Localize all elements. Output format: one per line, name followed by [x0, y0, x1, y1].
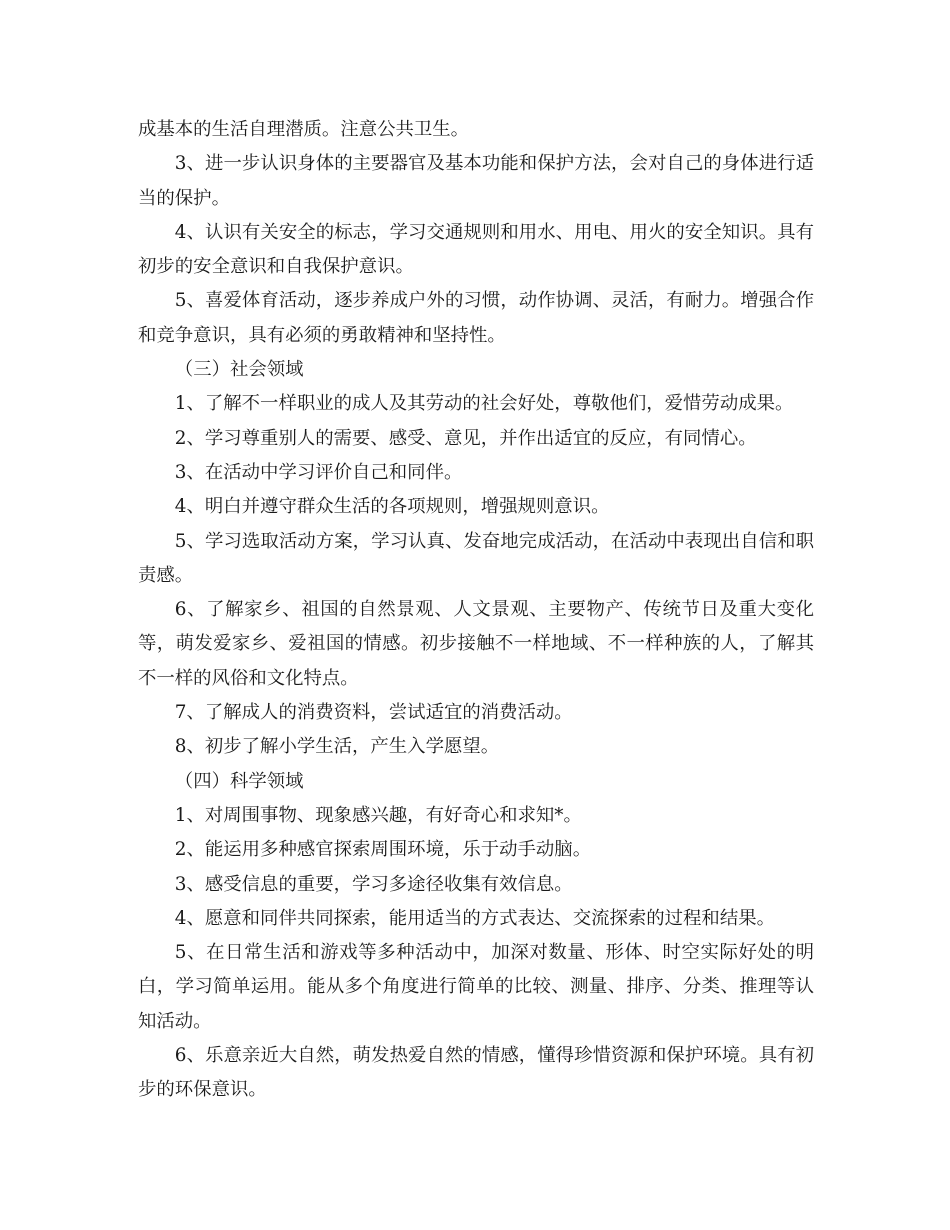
paragraph-health-4: 4、认识有关安全的标志，学习交通规则和用水、用电、用火的安全知识。具有初步的安全意识和自我保护意识。	[138, 221, 814, 278]
paragraph-science-6: 6、乐意亲近大自然，萌发热爱自然的情感，懂得珍惜资源和保护环境。具有初步的环保意识。	[138, 1045, 814, 1101]
paragraph-health-3: 3、进一步认识身体的主要器官及基本功能和保护方法，会对自己的身体进行适当的保护。	[138, 153, 814, 209]
paragraph-science-5: 5、在日常生活和游戏等多种活动中，加深对数量、形体、时空实际好处的明白，学习简单运用。能从多个角度进行简单的比较、测量、排序、分类、推理等认知活动。	[138, 942, 814, 1032]
document-body	[138, 113, 814, 1108]
paragraph-science-3: 3、感受信息的重要，学习多途径收集有效信息。	[174, 873, 573, 895]
paragraph-science-4: 4、愿意和同伴共同探索，能用适当的方式表达、交流探索的过程和结果。	[174, 907, 775, 929]
paragraph-science-1: 1、对周围事物、现象感兴趣，有好奇心和求知*。	[174, 804, 582, 826]
paragraph-social-6: 6、了解家乡、祖国的自然景观、人文景观、主要物产、传统节日及重大变化等，萌发爱家乡、爱祖国的情感。初步接触不一样地域、不一样种族的人，了解其不一样的风俗和文化特点。	[138, 599, 814, 689]
paragraph-social-5: 5、学习选取活动方案，学习认真、发奋地完成活动，在活动中表现出自信和职责感。	[138, 530, 814, 586]
paragraph-continuation: 成基本的生活自理潜质。注意公共卫生。	[138, 119, 470, 140]
paragraph-social-8: 8、初步了解小学生活，产生入学愿望。	[174, 736, 500, 758]
paragraph-social-3: 3、在活动中学习评价自己和同伴。	[174, 461, 463, 483]
section-heading-social: （三）社会领域	[174, 359, 304, 381]
paragraph-science-2: 2、能运用多种感官探索周围环境，乐于动手动脑。	[174, 839, 592, 861]
paragraph-social-7: 7、了解成人的消费资料，尝试适宜的消费活动。	[174, 702, 573, 724]
section-heading-science: （四）科学领域	[174, 770, 304, 792]
paragraph-social-4: 4、明白并遵守群众生活的各项规则，增强规则意识。	[174, 496, 610, 518]
paragraph-social-1: 1、了解不一样职业的成人及其劳动的社会好处，尊敬他们，爱惜劳动成果。	[174, 393, 794, 415]
paragraph-social-2: 2、学习尊重别人的需要、感受、意见，并作出适宜的反应，有同情心。	[174, 427, 757, 449]
paragraph-health-5: 5、喜爱体育活动，逐步养成户外的习惯，动作协调、灵活，有耐力。增强合作和竞争意识，具有必须的勇敢精神和坚持性。	[138, 290, 814, 346]
